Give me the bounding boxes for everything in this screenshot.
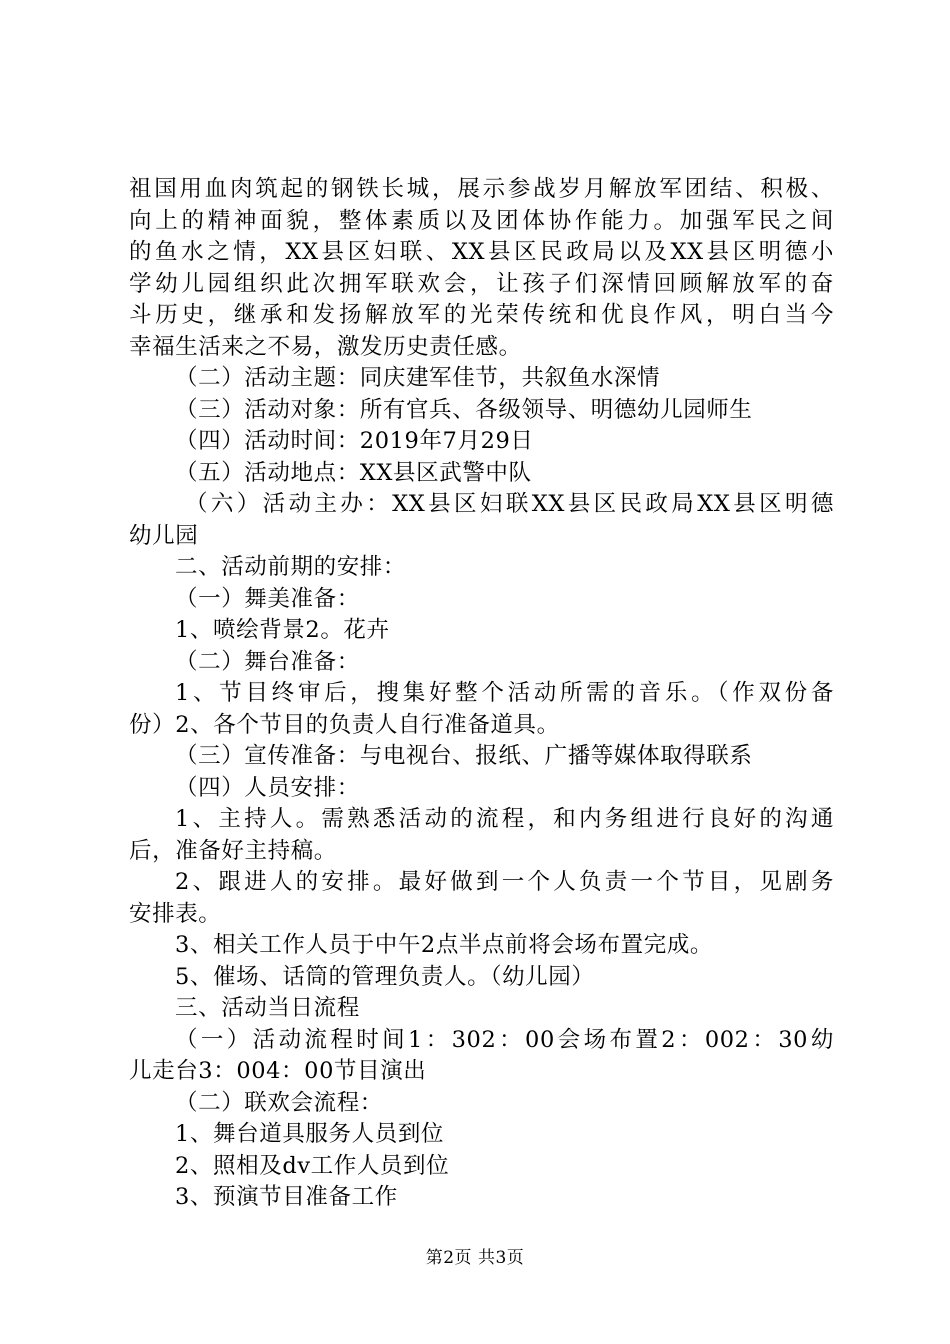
subsection-heading: （三）宣传准备：与电视台、报纸、广播等媒体取得联系: [175, 743, 753, 769]
list-item-cont: 份）2、各个节目的负责人自行准备道具。: [129, 711, 560, 738]
subsection-heading: （二）联欢会流程：: [175, 1089, 383, 1116]
list-item: 1、喷绘背景2。花卉: [175, 617, 390, 643]
list-item: 1、节目终审后，搜集好整个活动所需的音乐。（作双份备: [175, 680, 834, 706]
activity-theme-line: （二）活动主题：同庆建军佳节，共叙鱼水深情: [175, 365, 661, 391]
document-body: [129, 174, 834, 1214]
page-number-footer: 第2页 共3页: [425, 1248, 525, 1268]
list-item: 1、舞台道具服务人员到位: [175, 1121, 445, 1147]
activity-location-line: （五）活动地点：XX县区武警中队: [175, 459, 532, 486]
list-item-cont: 安排表。: [129, 900, 222, 927]
paragraph-line: 幸福生活来之不易，激发历史责任感。: [129, 333, 522, 360]
list-item: 3、相关工作人员于中午2点半点前将会场布置完成。: [175, 932, 714, 958]
paragraph-line: 的鱼水之情，XX县区妇联、XX县区民政局以及XX县区明德小: [129, 239, 834, 265]
paragraph-line: 学幼儿园组织此次拥军联欢会，让孩子们深情回顾解放军的奋: [129, 270, 834, 297]
activity-organizer-line: （六）活动主办：XX县区妇联XX县区民政局XX县区明德: [185, 491, 834, 517]
activity-time-line: （四）活动时间：2019年7月29日: [175, 428, 534, 454]
activity-organizer-line-cont: 幼儿园: [129, 522, 199, 549]
subsection-heading: （一）舞美准备：: [175, 585, 360, 612]
paragraph-line: 向上的精神面貌，整体素质以及团体协作能力。加强军民之间: [129, 207, 834, 234]
list-item: 2、跟进人的安排。最好做到一个人负责一个节目，见剧务: [175, 869, 834, 895]
paragraph-line: 斗历史，继承和发扬解放军的光荣传统和优良作风，明白当今: [129, 302, 834, 328]
paragraph-line: 祖国用血肉筑起的钢铁长城，展示参战岁月解放军团结、积极、: [129, 176, 834, 202]
section-heading: 三、活动当日流程: [175, 995, 360, 1021]
subsection-heading: （二）舞台准备：: [175, 648, 360, 675]
subsection-heading: （四）人员安排：: [175, 774, 360, 801]
list-item: 2、照相及dv工作人员到位: [175, 1152, 450, 1179]
section-heading: 二、活动前期的安排：: [175, 554, 407, 580]
schedule-line-cont: 儿走台3：004：00节目演出: [129, 1058, 427, 1084]
list-item: 1、主持人。需熟悉活动的流程，和内务组进行良好的沟通: [175, 806, 834, 832]
activity-audience-line: （三）活动对象：所有官兵、各级领导、明德幼儿园师生: [175, 396, 753, 423]
schedule-line: （一）活动流程时间1：302：00会场布置2：002：30幼: [175, 1026, 834, 1053]
list-item: 3、预演节目准备工作: [175, 1184, 398, 1210]
list-item-cont: 后，准备好主持稿。: [129, 837, 337, 864]
list-item: 5、催场、话筒的管理负责人。（幼儿园）: [175, 963, 595, 990]
